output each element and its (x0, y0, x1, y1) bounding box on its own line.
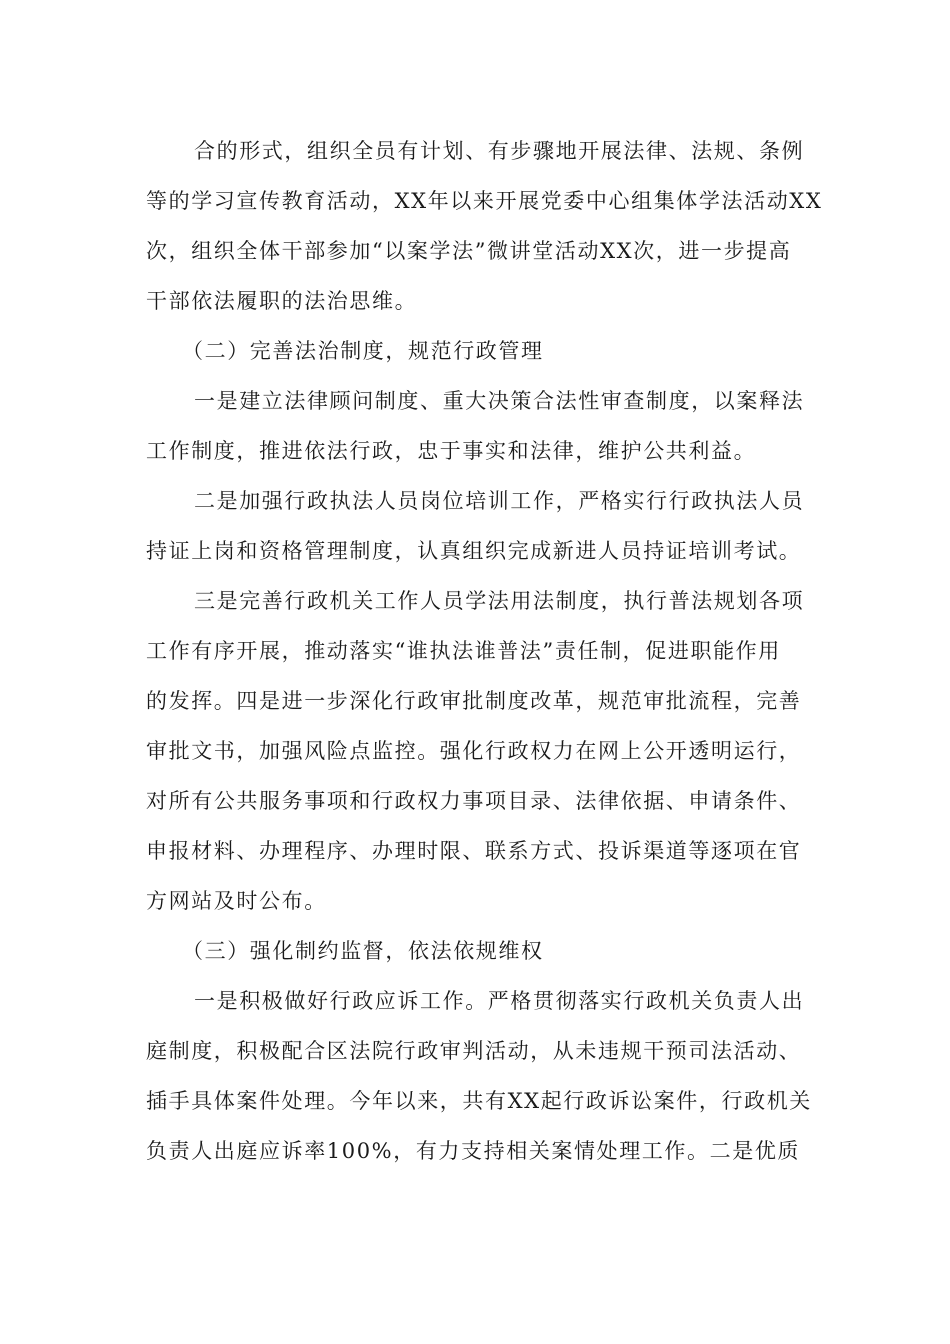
paragraph-line: 插手具体案件处理。今年以来，共有XX起行政诉讼案件，行政机关 (146, 1089, 812, 1113)
paragraph-line: 庭制度，积极配合区法院行政审判活动，从未违规干预司法活动、 (146, 1039, 802, 1063)
paragraph-line: 合的形式，组织全员有计划、有步骤地开展法律、法规、条例 (194, 139, 805, 163)
paragraph-line: 三是完善行政机关工作人员学法用法制度，执行普法规划各项 (194, 589, 805, 613)
paragraph-line: 等的学习宣传教育活动，XX年以来开展党委中心组集体学法活动XX (146, 189, 823, 213)
paragraph-line: 方网站及时公布。 (146, 889, 327, 913)
document-body (146, 126, 823, 1176)
paragraph-line: 负责人出庭应诉率100%，有力支持相关案情处理工作。二是优质 (146, 1139, 801, 1163)
paragraph-line: 次，组织全体干部参加“以案学法”微讲堂活动XX次，进一步提高 (146, 239, 792, 263)
paragraph-line: 工作制度，推进依法行政，忠于事实和法律，维护公共利益。 (146, 439, 757, 463)
paragraph-line: 干部依法履职的法治思维。 (146, 289, 418, 313)
paragraph-line: 一是建立法律顾问制度、重大决策合法性审查制度，以案释法 (194, 389, 805, 413)
paragraph-line: 一是积极做好行政应诉工作。严格贯彻落实行政机关负责人出 (194, 989, 805, 1013)
paragraph-line: 申报材料、办理程序、办理时限、联系方式、投诉渠道等逐项在官 (146, 839, 802, 863)
paragraph-line: 工作有序开展，推动落实“谁执法谁普法”责任制，促进职能作用 (146, 639, 781, 663)
paragraph-line: 的发挥。四是进一步深化行政审批制度改革，规范审批流程，完善 (146, 689, 802, 713)
paragraph-line: 审批文书，加强风险点监控。强化行政权力在网上公开透明运行， (146, 739, 802, 763)
paragraph-line: 持证上岗和资格管理制度，认真组织完成新进人员持证培训考试。 (146, 539, 802, 563)
section-heading-3: （三）强化制约监督，依法依规维权 (182, 939, 544, 963)
paragraph-line: 二是加强行政执法人员岗位培训工作，严格实行行政执法人员 (194, 489, 805, 513)
section-heading-2: （二）完善法治制度，规范行政管理 (182, 339, 544, 363)
paragraph-line: 对所有公共服务事项和行政权力事项目录、法律依据、申请条件、 (146, 789, 802, 813)
